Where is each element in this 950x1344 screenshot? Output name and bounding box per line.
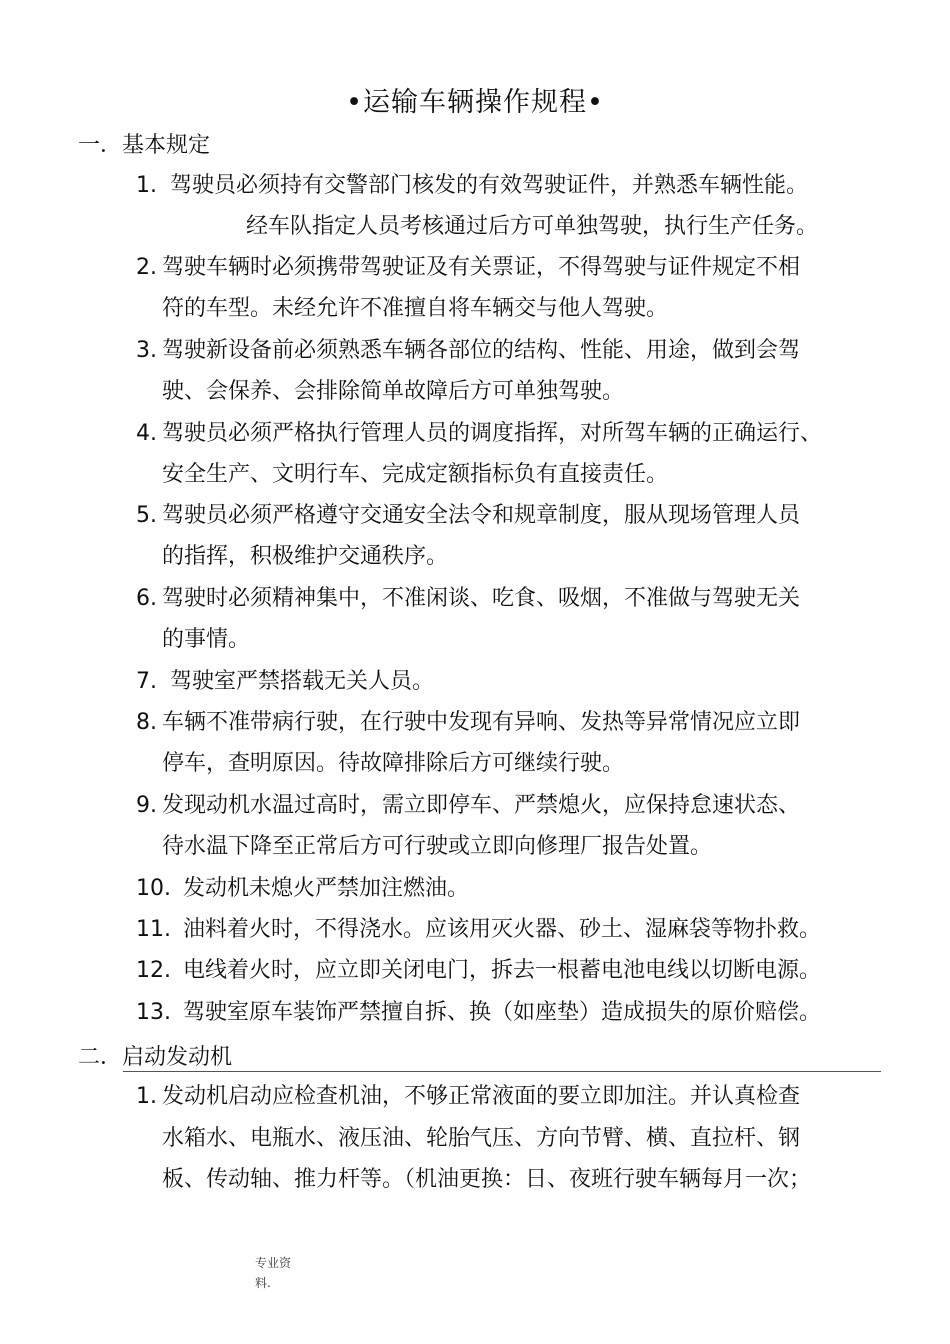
item-number: 2.: [136, 255, 157, 280]
item-text: 驾驶室严禁搭载无关人员。: [170, 669, 435, 694]
item-text-continuation: 板、传动轴、推力杆等。（机油更换：日、夜班行驶车辆每月一次；: [162, 1167, 812, 1192]
item-text: 驾驶室原车装饰严禁擅自拆、换（如座垫）造成损失的原价赔偿。: [183, 1000, 822, 1025]
item-text: 发现动机水温过高时，需立即停车、严禁熄火，应保持怠速状态、: [162, 793, 801, 818]
item-text: 发动机启动应检查机油，不够正常液面的要立即加注。并认真检查: [162, 1084, 801, 1109]
item-text: 驾驶车辆时必须携带驾驶证及有关票证，不得驾驶与证件规定不相: [162, 255, 801, 280]
item-text: 电线着火时，应立即关闭电门，拆去一根蓄电池电线以切断电源。: [183, 958, 822, 983]
section-heading-basic-rules: 一．基本规定: [78, 133, 211, 158]
item-number: 1.: [136, 173, 157, 198]
item-number: 12.: [136, 958, 171, 983]
item-number: 10.: [136, 876, 171, 901]
item-text: 车辆不准带病行驶，在行驶中发现有异响、发热等异常情况应立即: [162, 710, 801, 735]
item-text-continuation: 水箱水、电瓶水、液压油、轮胎气压、方向节臂、横、直拉杆、钢: [162, 1126, 801, 1151]
item-number: 9.: [136, 793, 157, 818]
section-heading-start-engine: 二．启动发动机: [78, 1045, 233, 1070]
list-item: [136, 419, 822, 449]
list-item: [136, 253, 800, 283]
item-text: 发动机未熄火严禁加注燃油。: [183, 876, 470, 901]
list-item: [136, 336, 800, 366]
item-number: 6.: [136, 586, 157, 611]
item-number: 8.: [136, 710, 157, 735]
list-item: [136, 874, 469, 904]
item-text: 驾驶员必须严格执行管理人员的调度指挥，对所驾车辆的正确运行、: [162, 421, 823, 446]
section-divider: [123, 1071, 881, 1072]
item-text-continuation: 安全生产、文明行车、完成定额指标负有直接责任。: [162, 462, 669, 487]
item-number: 5.: [136, 503, 157, 528]
item-text: 油料着火时，不得浇水。应该用灭火器、砂土、湿麻袋等物扑救。: [183, 917, 822, 942]
footer-line: 料.: [255, 1276, 271, 1290]
list-item: [136, 998, 821, 1028]
list-item: [136, 956, 821, 986]
page-footer: [255, 1253, 291, 1293]
item-text: 驾驶新设备前必须熟悉车辆各部位的结构、性能、用途，做到会驾: [162, 338, 801, 363]
list-item: [136, 667, 434, 697]
item-number: 3.: [136, 338, 157, 363]
item-text: 驾驶员必须持有交警部门核发的有效驾驶证件，并熟悉车辆性能。: [170, 173, 809, 198]
list-item: [136, 915, 821, 945]
item-text-continuation: 经车队指定人员考核通过后方可单独驾驶，执行生产任务。: [246, 214, 819, 239]
item-text-continuation: 的指挥，积极维护交通秩序。: [162, 544, 449, 569]
item-number: 7.: [136, 669, 157, 694]
footer-line: 专业资: [255, 1256, 292, 1270]
item-text: 驾驶员必须严格遵守交通安全法令和规章制度，服从现场管理人员: [162, 503, 801, 528]
item-text-continuation: 驶、会保养、会排除简单故障后方可单独驾驶。: [162, 379, 625, 404]
item-number: 11.: [136, 917, 171, 942]
item-text-continuation: 符的车型。未经允许不准擅自将车辆交与他人驾驶。: [162, 296, 669, 321]
item-number: 1.: [136, 1084, 157, 1109]
item-text-continuation: 的事情。: [162, 627, 251, 652]
list-item: [136, 501, 800, 531]
item-text-continuation: 停车，查明原因。待故障排除后方可继续行驶。: [162, 751, 625, 776]
list-item: [136, 171, 808, 201]
list-item: [136, 584, 800, 614]
item-text-continuation: 待水温下降至正常后方可行驶或立即向修理厂报告处置。: [162, 834, 713, 859]
item-number: 4.: [136, 421, 157, 446]
list-item: [136, 708, 800, 738]
list-item: [136, 1082, 800, 1112]
document-title: •运输车辆操作规程•: [346, 87, 604, 118]
list-item: [136, 791, 800, 821]
item-number: 13.: [136, 1000, 171, 1025]
item-text: 驾驶时必须精神集中，不准闲谈、吃食、吸烟，不准做与驾驶无关: [162, 586, 801, 611]
